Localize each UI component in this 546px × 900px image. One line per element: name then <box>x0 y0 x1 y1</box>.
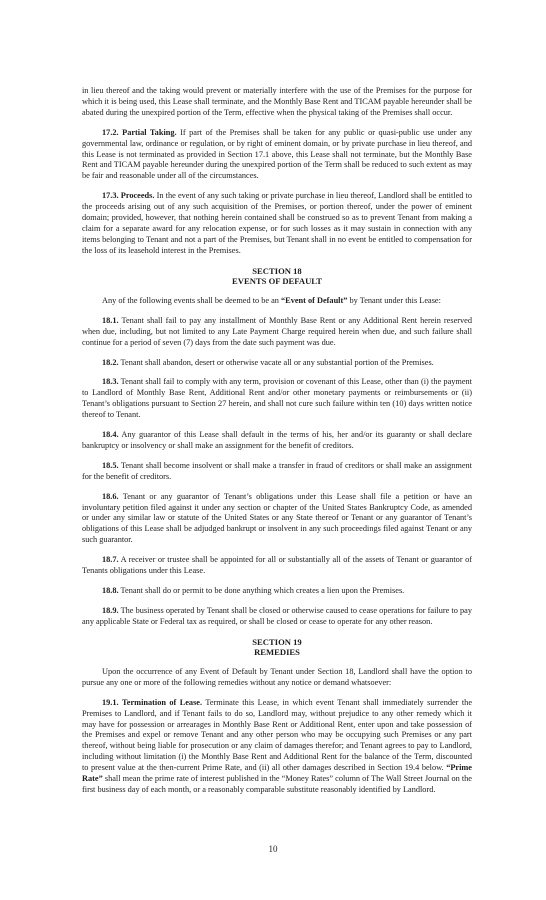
section-18-9-number: 18.9. <box>102 605 119 615</box>
prime-rate-term: “Prime Rate” <box>82 763 472 784</box>
section-18-number: SECTION 18 <box>252 265 302 276</box>
section-19-intro: Upon the occurrence of any Event of Default by Tenant under Section 18, Landlord shall have the option to pursue any one or more of the following remedies without any notice or demand whatsoever: <box>82 666 472 687</box>
section-18-6-paragraph <box>82 492 472 547</box>
section-17-2-title: Partial Taking. <box>122 127 177 137</box>
section-18-intro <box>82 296 472 307</box>
section-18-9-text: The business operated by Tenant shall be closed or otherwise caused to cease operations for failure to pay any applicable State or Federal tax as required, or shall be closed or cease to operate for any other reason. <box>82 605 472 626</box>
section-17-3-title: Proceeds. <box>120 191 155 201</box>
section-18-3-paragraph <box>82 377 472 421</box>
section-18-7-text: A receiver or trustee shall be appointed for all or substantially all of the assets of Tenant or guarantor of Tenants obligations under this Lease. <box>82 555 472 576</box>
section-18-8-number: 18.8. <box>102 586 119 595</box>
section-18-5-number: 18.5. <box>102 460 119 470</box>
section-18-2-number: 18.2. <box>102 357 119 367</box>
section-18-8-paragraph <box>82 586 472 597</box>
section-19-1-paragraph <box>82 698 472 796</box>
section-18-2-paragraph <box>82 358 472 369</box>
section-18-9-paragraph <box>82 606 472 628</box>
section-18-intro-after: by Tenant under this Lease: <box>347 295 441 305</box>
section-18-heading <box>82 266 472 287</box>
section-17-3-paragraph <box>82 191 472 256</box>
section-17-2-text: If part of the Premises shall be taken for any public or quasi-public use under any governmental law, ordinance or regulation, or by right of eminent domain, or by private purchase in lieu thereof, and this Lease is not terminated as provided in Section 17.1 above, this Lease shall not terminate, but the Monthly Base Rent and TICAM payable hereunder during the unexpired portion of the Term shall be reduced to such extent as may be fair and reasonable under all of the circumstances. <box>82 127 472 181</box>
section-18-1-number: 18.1. <box>102 315 119 325</box>
event-of-default-term: “Event of Default” <box>281 295 348 305</box>
section-19-1-number: 19.1. <box>102 697 119 707</box>
section-19-1-title: Termination of Lease. <box>122 697 203 707</box>
section-18-1-paragraph <box>82 316 472 349</box>
section-19-title: REMEDIES <box>254 647 300 658</box>
section-18-2-text: Tenant shall abandon, desert or otherwise vacate all or any substantial portion of the Premises. <box>118 357 434 367</box>
section-18-7-number: 18.7. <box>102 555 119 565</box>
section-18-3-text: Tenant shall fail to comply with any term, provision or covenant of this Lease, other than (i) the payment to Landlord of Monthly Base Rent, Additional Rent and/or other monetary payments or reimbursements or (ii) Tenant’s obligations pursuant to Section 27 herein, and shall not cure such failure within ten (10) days written notice thereof to Tenant. <box>82 377 472 420</box>
section-18-5-paragraph <box>82 461 472 483</box>
section-18-3-number: 18.3. <box>102 377 119 387</box>
section-18-5-text: Tenant shall become insolvent or shall make a transfer in fraud of creditors or shall make an assignment for the benefit of creditors. <box>82 460 472 481</box>
section-17-3-number: 17.3. <box>102 191 119 201</box>
section-18-6-text: Tenant or any guarantor of Tenant’s obligations under this Lease shall file a petition or have an involuntary petition filed against it under any section or chapter of the United States Bankruptcy Code, as amended or under any similar law or statute of the United States or any State thereof or Tenant or any guarantor of Tenant’s obligations of this Lease shall be adjudged bankrupt or insolvent in any such proceedings filed against Tenant or any such guarantor. <box>82 491 472 545</box>
section-17-2-number: 17.2. <box>102 127 119 137</box>
section-18-7-paragraph <box>82 555 472 577</box>
section-18-8-text: Tenant shall do or permit to be done anything which creates a lien upon the Premises. <box>118 586 405 595</box>
section-18-intro-before: Any of the following events shall be deemed to be an <box>102 295 282 305</box>
section-18-4-number: 18.4. <box>102 430 119 440</box>
section-18-6-number: 18.6. <box>102 491 119 501</box>
section-18-4-text: Any guarantor of this Lease shall default in the terms of his, her and/or its guaranty or shall declare bankruptcy or insolvency or shall make an assignment for the benefit of creditors. <box>82 430 472 450</box>
page-number: 10 <box>268 844 278 854</box>
section-19-1-text: Terminate this Lease, in which event Tenant shall immediately surrender the Premises to Landlord, and if Tenant fails to do so, Landlord may, without prejudice to any other remedy which it may have for possession or arrearages in Monthly Base Rent or Additional Rent, enter upon and take possession of the Premises and expel or remove Tenant and any other person who may be occupying such Premises or any part thereof, without being liable for prosecution or any claim of damages therefor; and Tenant agrees to pay to Landlord, including without limitation (i) the Monthly Base Rent and Additional Rent for the balance of the Term, discounted to present value at the then-current Prime Rate, and (ii) all other damages described in Section 19.4 below. <box>82 697 473 773</box>
section-18-4-paragraph <box>82 430 472 452</box>
section-19-1-text-after: shall mean the prime rate of interest published in the “Money Rates” column of The Wall Street Journal on the first business day of each month, or a reasonably comparable substitute reasonably identified by Landlord. <box>82 774 472 794</box>
section-18-1-text: Tenant shall fail to pay any installment of Monthly Base Rent or any Additional Rent herein reserved when due, including, but not limited to any Late Payment Charge required herein when due, and such failure shall continue for a period of seven (7) days from the date such payment was due. <box>82 315 472 347</box>
section-17-3-text: In the event of any such taking or private purchase in lieu thereof, Landlord shall be entitled to the proceeds arising out of any such acquisition of the Premises, or portion thereof, under the power of eminent domain; provided, however, that nothing herein contained shall be construed so as to prevent Tenant from making a claim for a separate award for any relocation expense, or for such losses as it may sustain in connection with any items belonging to Tenant and not a part of the Premises, but Tenant shall in no event be entitled to compensation for the loss of its leasehold interest in the Premises. <box>82 191 472 255</box>
section-18-title: EVENTS OF DEFAULT <box>232 276 322 287</box>
section-17-2-paragraph <box>82 128 472 183</box>
section-19-heading <box>82 637 472 658</box>
section-19-number: SECTION 19 <box>252 636 302 647</box>
intro-paragraph: in lieu thereof and the taking would prevent or materially interfere with the use of the Premises for the purpose for which it is being used, this Lease shall terminate, and the Monthly Base Rent and TICAM payable hereunder shall be abated during the unexpired portion of the Term, effective when the physical taking of the Premises shall occur. <box>82 86 472 117</box>
